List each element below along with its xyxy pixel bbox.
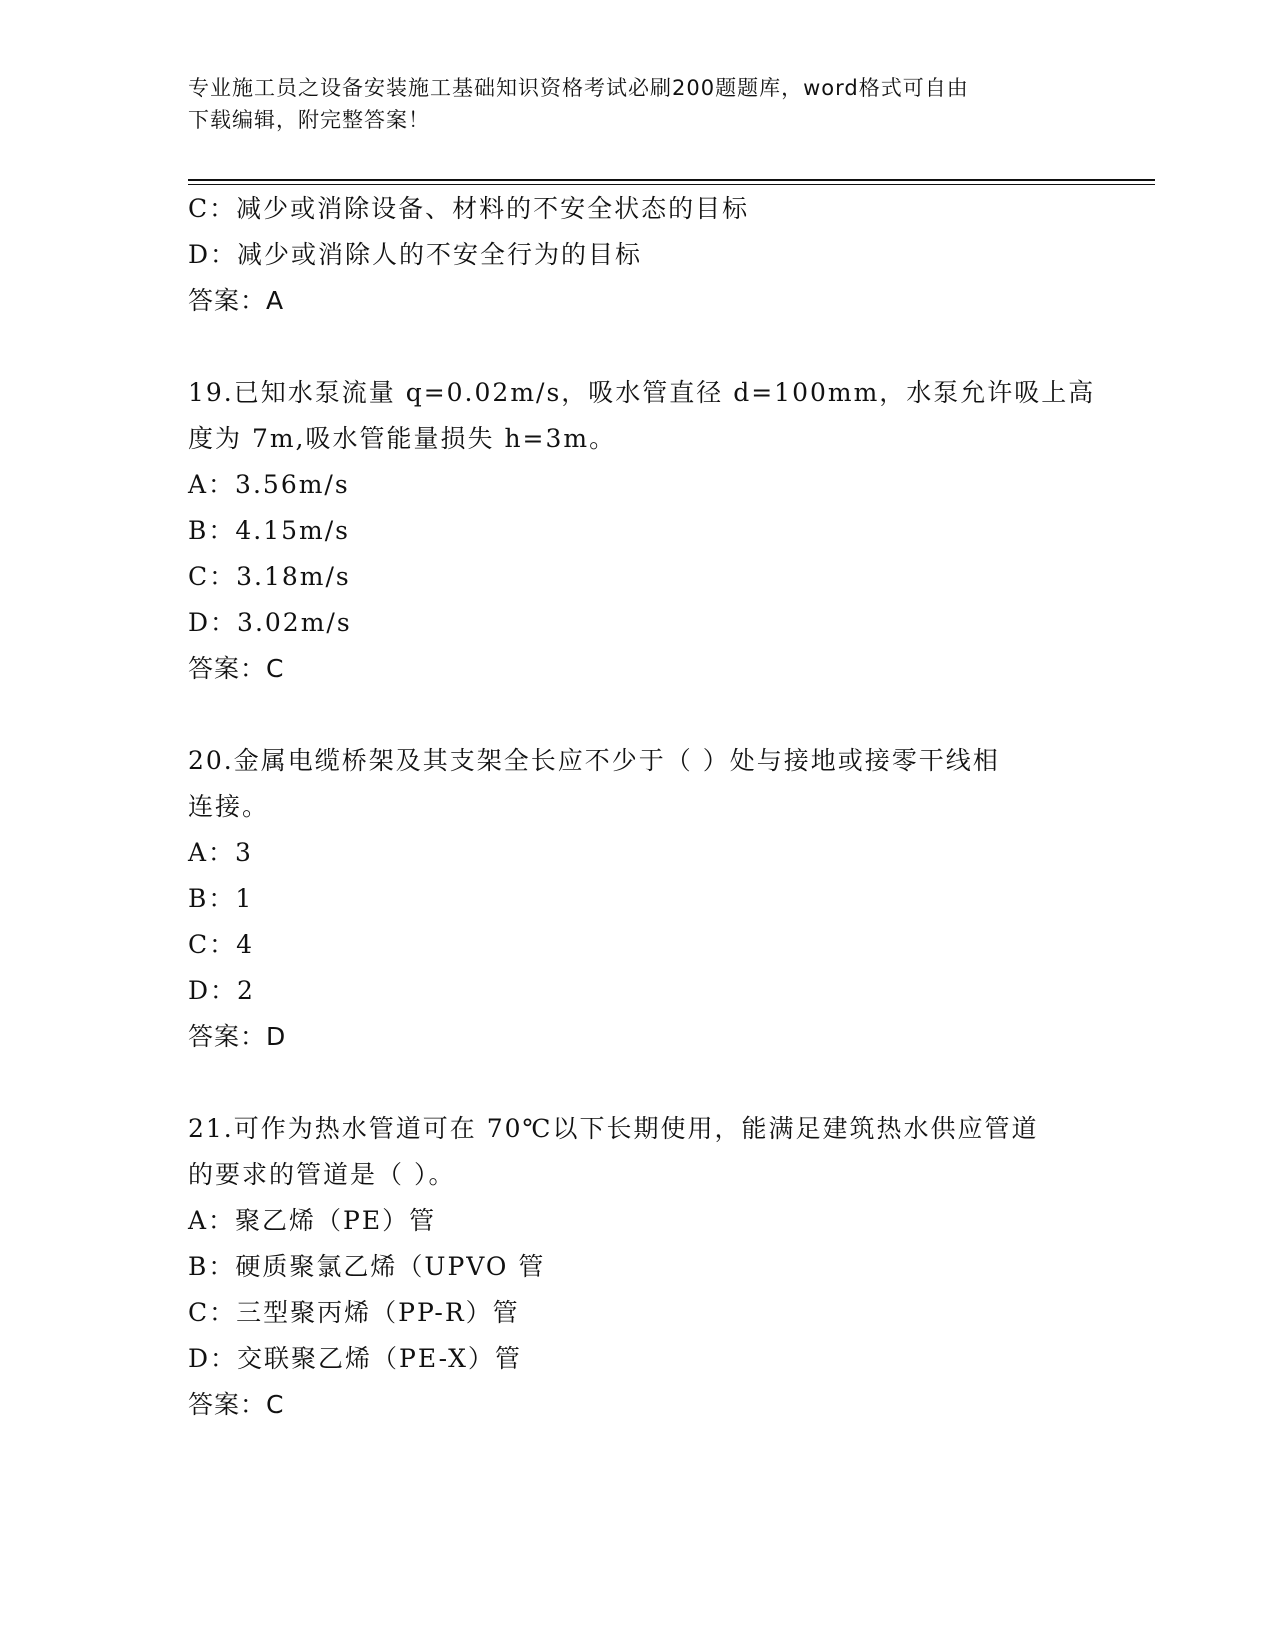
option-b: B：硬质聚氯乙烯（UPVO 管 xyxy=(188,1252,546,1281)
question-stem-line-2: 连接。 xyxy=(188,792,270,821)
answer-line: 答案：D xyxy=(188,1022,287,1051)
spacer xyxy=(188,692,1088,738)
option-c: C：三型聚丙烯（PP-R）管 xyxy=(188,1298,520,1327)
option-a: A：3 xyxy=(188,838,253,867)
header-line-2: 下载编辑，附完整答案！ xyxy=(188,108,430,132)
question-20 xyxy=(188,738,1088,1060)
question-stem-line-2: 度为 7m,吸水管能量损失 h=3m。 xyxy=(188,424,617,453)
document-header xyxy=(188,72,1068,136)
question-stem-line-2: 的要求的管道是（ ）。 xyxy=(188,1160,456,1189)
answer-line: 答案：C xyxy=(188,1390,285,1419)
question-list xyxy=(188,186,1096,1428)
option-c: C：4 xyxy=(188,930,255,959)
option-c: C：减少或消除设备、材料的不安全状态的目标 xyxy=(188,194,750,223)
header-divider-thick xyxy=(188,179,1155,181)
header-line-1: 专业施工员之设备安装施工基础知识资格考试必刷200题题库，word格式可自由 xyxy=(188,76,969,100)
option-b: B：1 xyxy=(188,884,254,913)
option-c: C：3.18m/s xyxy=(188,562,351,591)
question-19 xyxy=(188,370,1096,692)
option-b: B：4.15m/s xyxy=(188,516,350,545)
option-d: D：交联聚乙烯（PE-X）管 xyxy=(188,1344,522,1373)
answer-line: 答案：A xyxy=(188,286,285,315)
question-stem-line-1: 20.金属电缆桥架及其支架全长应不少于（ ）处与接地或接零干线相 xyxy=(188,746,1000,775)
option-d: D：减少或消除人的不安全行为的目标 xyxy=(188,240,643,269)
question-21 xyxy=(188,1106,1088,1428)
spacer xyxy=(188,324,1088,370)
question-stem-line-1: 19.已知水泵流量 q=0.02m/s，吸水管直径 d=100mm，水泵允许吸上高 xyxy=(188,378,1096,407)
option-a: A：3.56m/s xyxy=(188,470,350,499)
spacer xyxy=(188,1060,1088,1106)
answer-line: 答案：C xyxy=(188,654,285,683)
question-stem-line-1: 21.可作为热水管道可在 70℃以下长期使用，能满足建筑热水供应管道 xyxy=(188,1114,1039,1143)
option-a: A：聚乙烯（PE）管 xyxy=(188,1206,437,1235)
option-d: D：2 xyxy=(188,976,255,1005)
header-divider-thin xyxy=(188,184,1155,185)
question-18-tail xyxy=(188,186,1088,324)
option-d: D：3.02m/s xyxy=(188,608,352,637)
